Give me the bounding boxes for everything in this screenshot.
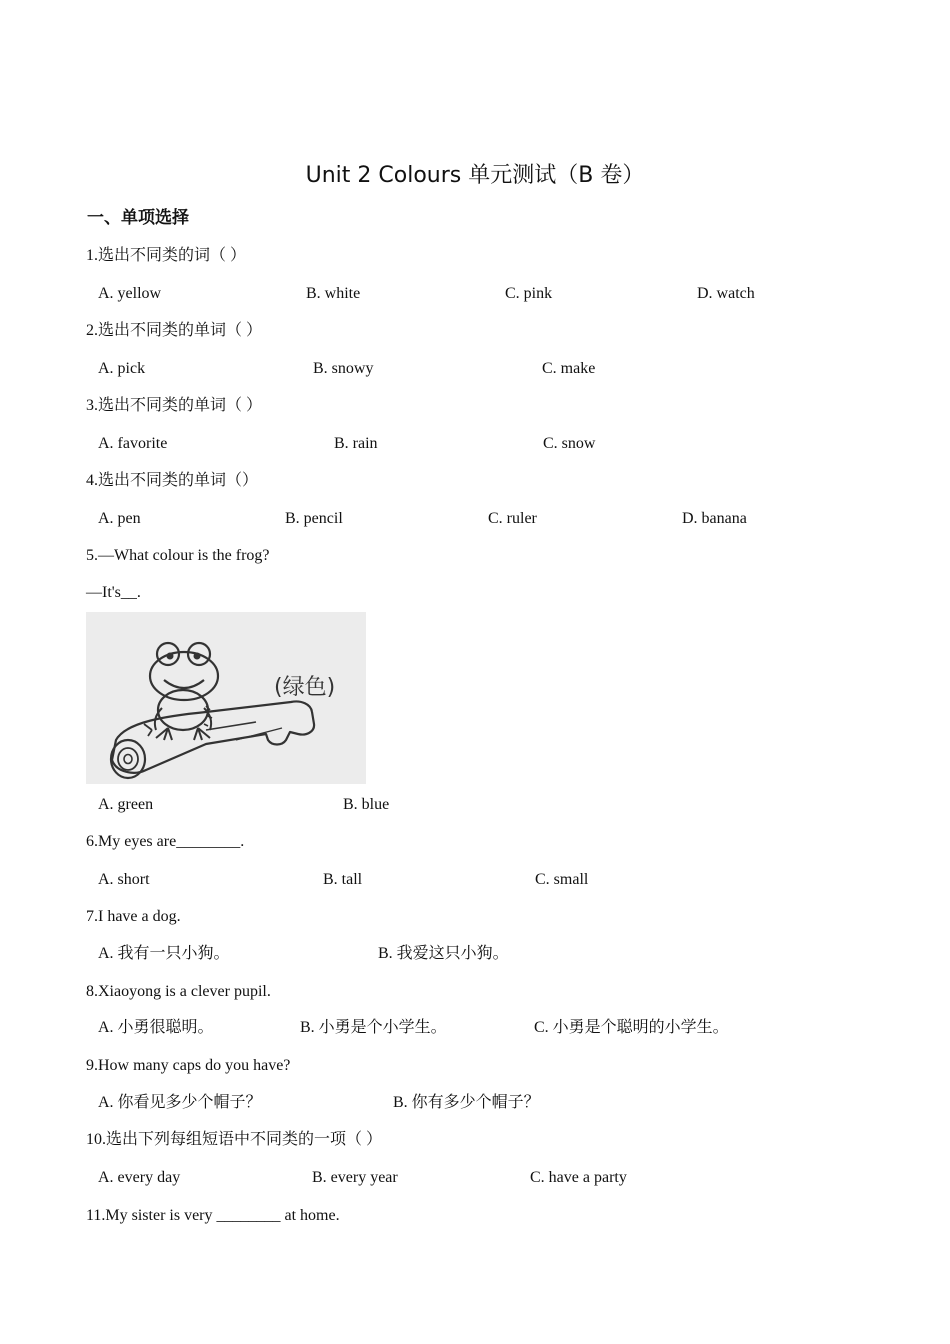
question-10-option-c[interactable]: C. have a party [530, 1169, 627, 1186]
question-6-option-a[interactable]: A. short [98, 871, 150, 888]
question-5-option-b[interactable]: B. blue [343, 796, 390, 813]
page-title: Unit 2 Colours 单元测试（B 卷） [305, 163, 645, 188]
question-8-stem: 8.Xiaoyong is a clever pupil. [86, 983, 271, 1000]
question-7-stem: 7.I have a dog. [86, 908, 181, 925]
question-3-option-b[interactable]: B. rain [334, 435, 378, 452]
question-7-option-b[interactable]: B. 我爱这只小狗。 [378, 945, 509, 962]
question-3-option-c[interactable]: C. snow [543, 435, 596, 452]
question-2-option-b[interactable]: B. snowy [313, 360, 374, 377]
question-5-stem-answer: —It's__. [86, 584, 141, 601]
question-5-option-a[interactable]: A. green [98, 796, 154, 813]
question-8-option-a[interactable]: A. 小勇很聪明。 [98, 1019, 214, 1036]
question-2-option-c[interactable]: C. make [542, 360, 596, 377]
question-4-option-d[interactable]: D. banana [682, 510, 747, 527]
question-1-option-d[interactable]: D. watch [697, 285, 755, 302]
question-3-option-a[interactable]: A. favorite [98, 435, 168, 452]
question-9-stem: 9.How many caps do you have? [86, 1057, 291, 1074]
question-5-stem: 5.—What colour is the frog? [86, 547, 270, 564]
question-4-option-c[interactable]: C. ruler [488, 510, 537, 527]
question-7-option-a[interactable]: A. 我有一只小狗。 [98, 945, 230, 962]
question-3-stem: 3.选出不同类的单词（ ） [86, 397, 263, 414]
question-9-option-b[interactable]: B. 你有多少个帽子？ [393, 1094, 540, 1111]
frog-illustration [86, 612, 366, 784]
question-4-option-a[interactable]: A. pen [98, 510, 141, 527]
question-4-stem: 4.选出不同类的单词（） [86, 472, 259, 489]
question-2-stem: 2.选出不同类的单词（ ） [86, 322, 263, 339]
question-1-option-a[interactable]: A. yellow [98, 285, 162, 302]
question-2-option-a[interactable]: A. pick [98, 360, 146, 377]
question-9-option-a[interactable]: A. 你看见多少个帽子？ [98, 1094, 262, 1111]
question-4-option-b[interactable]: B. pencil [285, 510, 343, 527]
question-1-option-c[interactable]: C. pink [505, 285, 553, 302]
question-10-option-a[interactable]: A. every day [98, 1169, 181, 1186]
question-1-option-b[interactable]: B. white [306, 285, 361, 302]
question-8-option-c[interactable]: C. 小勇是个聪明的小学生。 [534, 1019, 729, 1036]
section-heading: 一、单项选择 [87, 208, 189, 228]
frog-color-label: (绿色) [274, 675, 336, 700]
question-8-option-b[interactable]: B. 小勇是个小学生。 [300, 1019, 447, 1036]
question-11-stem: 11.My sister is very ________ at home. [86, 1207, 340, 1224]
question-10-option-b[interactable]: B. every year [312, 1169, 398, 1186]
question-1-stem: 1.选出不同类的词（ ） [86, 247, 247, 264]
question-6-option-b[interactable]: B. tall [323, 871, 363, 888]
question-10-stem: 10.选出下列每组短语中不同类的一项（ ） [86, 1131, 383, 1148]
question-6-stem: 6.My eyes are________. [86, 833, 245, 850]
question-6-option-c[interactable]: C. small [535, 871, 589, 888]
